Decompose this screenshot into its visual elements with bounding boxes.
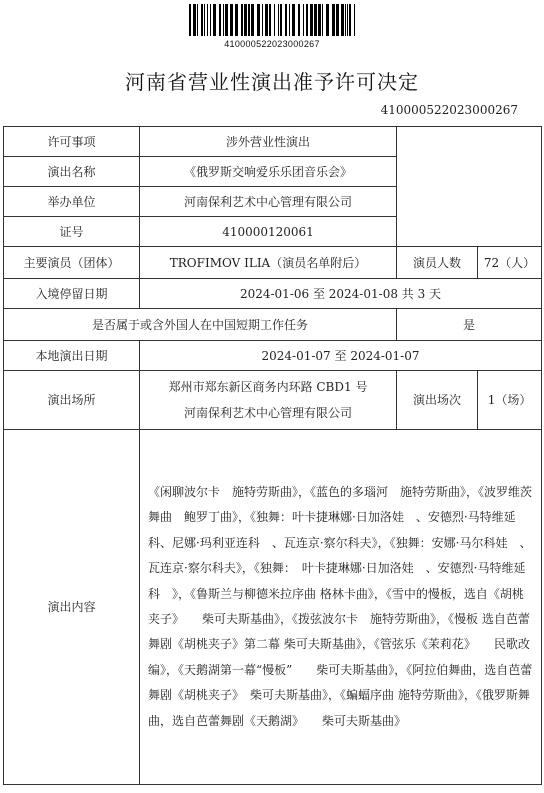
permit-table (3, 126, 542, 785)
venue-name: 河南保利艺术中心管理有限公司 (184, 406, 353, 420)
barcode-bar (318, 4, 321, 36)
barcode-bar (292, 4, 295, 36)
barcode-bar (269, 4, 271, 36)
barcode-bar (280, 4, 282, 36)
page-title: 河南省营业性演出准予许可决定 (125, 70, 419, 94)
barcode-bar (285, 4, 287, 36)
barcode-bar (197, 4, 198, 36)
organizer-value: 河南保利艺术中心管理有限公司 (140, 187, 397, 217)
row-short-term-work (4, 309, 542, 341)
organizer-label: 举办单位 (4, 187, 140, 217)
barcode-bar (244, 4, 247, 36)
barcode-bar (257, 4, 260, 36)
short-term-work-label: 是否属于或含外国人在中国短期工作任务 (4, 309, 397, 341)
venue-address: 郑州市郑东新区商务内环路 CBD1 号 (168, 380, 368, 394)
barcode-bar (322, 4, 323, 36)
performer-count-label: 演员人数 (397, 247, 478, 279)
barcode-bar (347, 4, 348, 36)
permit-item-label: 许可事项 (4, 127, 140, 157)
barcode-bar (248, 4, 250, 36)
show-name-label: 演出名称 (4, 157, 140, 187)
barcode-bar (189, 4, 191, 36)
barcode-bar (262, 4, 263, 36)
barcode-bar (235, 4, 238, 36)
barcode-bar (336, 4, 339, 36)
permit-item-value: 涉外营业性演出 (140, 127, 397, 157)
main-performer-value: TROFIMOV ILIA（演员名单附后） (140, 247, 397, 279)
barcode-bar (223, 4, 224, 36)
local-dates-value: 2024-01-07 至 2024-01-07 (140, 341, 542, 371)
barcode-bar (265, 4, 268, 36)
stay-dates-label: 入境停留日期 (4, 279, 140, 309)
document-number: 410000522023000267 (380, 103, 518, 117)
barcode-bar (345, 4, 346, 36)
barcode-bar (210, 4, 211, 36)
row-local-dates (4, 341, 542, 371)
local-dates-label: 本地演出日期 (4, 341, 140, 371)
venue-value (140, 371, 397, 430)
barcode-bar (354, 4, 355, 36)
barcode-bar (341, 4, 344, 36)
barcode-bar (204, 4, 205, 36)
barcode-bar (207, 4, 208, 36)
row-venue (4, 371, 542, 430)
barcode-bar (201, 4, 203, 36)
row-permit-item (4, 127, 542, 157)
barcode-bar (310, 4, 313, 36)
barcode-bar (306, 4, 308, 36)
blank-cell (397, 127, 542, 247)
barcode-bar (278, 4, 279, 36)
row-content (4, 430, 542, 785)
barcode-bar (213, 4, 216, 36)
barcode-bar (193, 4, 196, 36)
main-performer-label: 主要演员（团体） (4, 247, 140, 279)
barcode-bar (251, 4, 254, 36)
license-label: 证号 (4, 217, 140, 247)
content-value: 《闲聊波尔卡 施特劳斯曲》，《蓝色的多瑙河 施特劳斯曲》，《波罗维茨舞曲 鲍罗丁曲》，《独舞：叶卡捷琳娜·日加洛娃 、安德烈·马特维延科、尼娜·玛利亚连科 、瓦连京·察尔科夫》，《独舞：安娜·马尔科娃 、瓦连京·察尔科夫》，《独舞： 叶卡捷琳娜·日加洛娃 、安德烈·马特维延科 》，《鲁斯兰与柳德米拉序曲 格林卡曲》，《雪中的慢板，选自《胡桃夹子》 柴可夫斯基曲》，《拨弦波尔卡 施特劳斯曲》，《慢板 选自芭蕾舞剧《胡桃夹子》第二幕 柴可夫斯基曲》，《管弦乐《茉莉花》 民歌改编》，《天鹅湖第一幕“慢板” 柴可夫斯基曲》，《阿拉伯舞曲，选自芭蕾舞剧《胡桃夹子》 柴可夫斯基曲》，《蝙蝠序曲 施特劳斯曲》，《俄罗斯舞曲，选自芭蕾舞剧《天鹅湖》 柴可夫斯基曲》 (140, 430, 542, 785)
barcode-bar (274, 4, 275, 36)
performer-count-value: 72（人） (478, 247, 542, 279)
barcode-bar (219, 4, 221, 36)
barcode-bar (303, 4, 304, 36)
sessions-value: 1（场） (478, 371, 542, 430)
barcode-bar (241, 4, 243, 36)
row-stay-dates (4, 279, 542, 309)
barcode-bar (230, 4, 233, 36)
barcode-bar (332, 4, 335, 36)
barcode-bar (349, 4, 351, 36)
short-term-work-value: 是 (397, 309, 542, 341)
barcode-bar (314, 4, 317, 36)
license-value: 410000120061 (140, 217, 397, 247)
venue-label: 演出场所 (4, 371, 140, 430)
content-label: 演出内容 (4, 430, 140, 785)
row-main-performer (4, 247, 542, 279)
barcode-bar (289, 4, 290, 36)
barcode-icon (187, 4, 357, 36)
barcode-block (0, 4, 544, 49)
sessions-label: 演出场次 (397, 371, 478, 430)
barcode-bar (326, 4, 329, 36)
barcode-number: 410000522023000267 (224, 39, 320, 49)
barcode-bar (225, 4, 228, 36)
barcode-bar (298, 4, 300, 36)
stay-dates-value: 2024-01-06 至 2024-01-08 共 3 天 (140, 279, 542, 309)
show-name-value: 《俄罗斯交响爱乐乐团音乐会》 (140, 157, 397, 187)
